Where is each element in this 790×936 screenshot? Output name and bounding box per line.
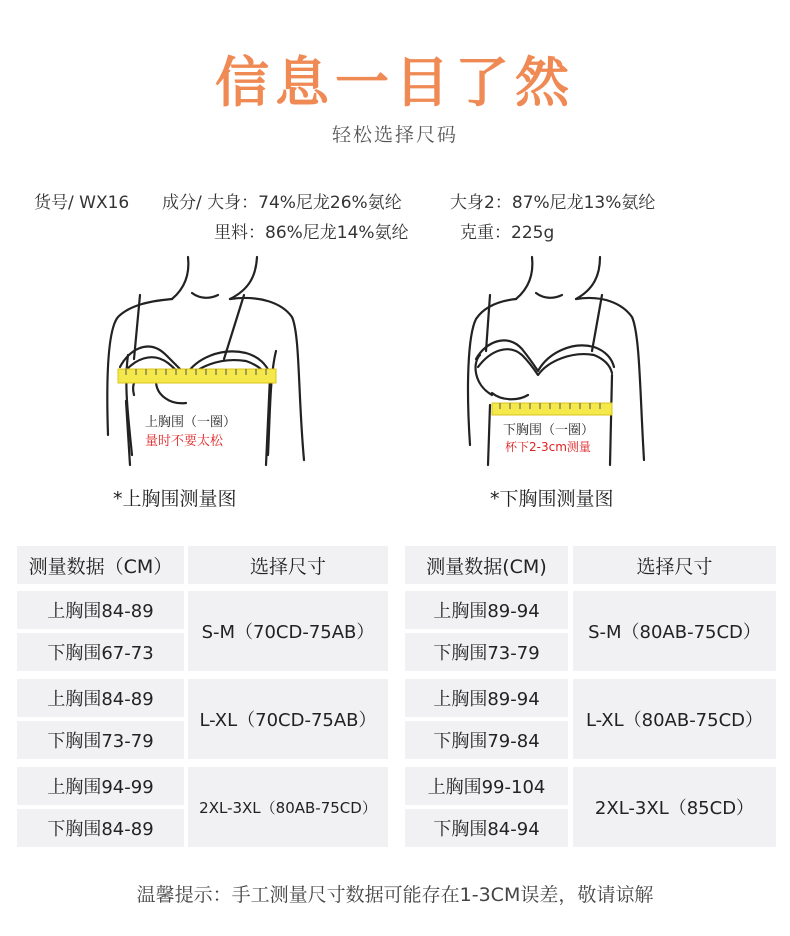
table-cell-size: L-XL（70CD-75AB） (188, 679, 388, 759)
table-cell-upper: 上胸围89-94 (405, 591, 568, 629)
spec-material-main2: 大身2：87%尼龙13%氨纶 (450, 193, 656, 213)
table-header-measure: 测量数据（CM） (17, 546, 184, 584)
page-title: 信息一目了然 (215, 51, 575, 114)
spec-weight: 克重：225g (460, 223, 555, 243)
table-cell-size: 2XL-3XL（80AB-75CD） (188, 767, 388, 847)
table-cell-upper: 上胸围84-89 (17, 591, 184, 629)
table-cell-upper: 上胸围94-99 (17, 767, 184, 805)
table-cell-lower: 下胸围73-79 (405, 633, 568, 671)
spec-lining: 里料：86%尼龙14%氨纶 (214, 223, 409, 243)
under-bust-label: 下胸围（一圈） (503, 423, 595, 438)
page-subtitle: 轻松选择尺码 (331, 124, 458, 146)
table-header-measure: 测量数据(CM) (405, 546, 568, 584)
table-cell-lower: 下胸围73-79 (17, 721, 184, 759)
table-cell-lower: 下胸围84-89 (17, 809, 184, 847)
table-cell-upper: 上胸围84-89 (17, 679, 184, 717)
table-cell-lower: 下胸围79-84 (405, 721, 568, 759)
table-header-size: 选择尺寸 (188, 546, 388, 584)
footer-note: 温馨提示：手工测量尺寸数据可能存在1-3CM误差，敬请谅解 (136, 884, 654, 906)
under-bust-note: 杯下2-3cm测量 (505, 440, 591, 454)
table-header-size: 选择尺寸 (573, 546, 776, 584)
table-cell-upper: 上胸围99-104 (405, 767, 568, 805)
table-cell-lower: 下胸围84-94 (405, 809, 568, 847)
table-cell-lower: 下胸围67-73 (17, 633, 184, 671)
upper-bust-caption: *上胸围测量图 (113, 488, 237, 510)
table-cell-size: S-M（70CD-75AB） (188, 591, 388, 671)
spec-item-no: 货号/ WX16 (34, 193, 130, 213)
table-cell-size: S-M（80AB-75CD） (573, 591, 776, 671)
table-cell-size: 2XL-3XL（85CD） (573, 767, 776, 847)
under-bust-caption: *下胸围测量图 (490, 488, 614, 510)
table-cell-upper: 上胸围89-94 (405, 679, 568, 717)
table-cell-size: L-XL（80AB-75CD） (573, 679, 776, 759)
spec-material-main: 成分/ 大身：74%尼龙26%氨纶 (162, 193, 402, 213)
upper-bust-note: 量时不要太松 (145, 434, 224, 449)
upper-bust-label: 上胸围（一圈） (145, 415, 237, 430)
